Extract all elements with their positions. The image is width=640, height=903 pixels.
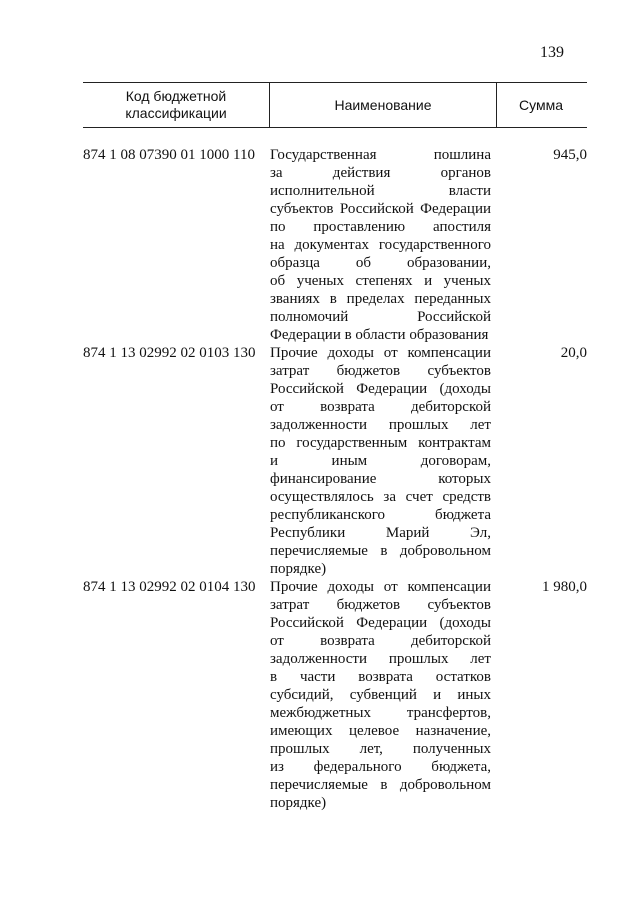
name-line: полномочий Российской	[270, 309, 491, 325]
name-line: по проставлению апостиля	[270, 219, 491, 235]
budget-code: 874 1 13 02992 02 0103 130	[83, 345, 256, 361]
name-line: званиях в пределах переданных	[270, 291, 491, 307]
name-line: Республики Марий Эл,	[270, 525, 491, 541]
name-line: имеющих целевое назначение,	[270, 723, 491, 739]
name-line: в части возврата остатков	[270, 669, 491, 685]
row-name	[270, 578, 491, 812]
page-number: 139	[540, 44, 564, 61]
header-code-column	[83, 83, 269, 127]
name-line: и иным договорам,	[270, 453, 491, 469]
budget-code: 874 1 08 07390 01 1000 110	[83, 147, 255, 163]
row-sum: 1 980,0	[542, 579, 587, 595]
name-line: Государственная пошлина	[270, 147, 491, 163]
name-line: по государственным контрактам	[270, 435, 491, 451]
header-code-line1: Код бюджетной	[125, 88, 227, 104]
name-line: образца об образовании,	[270, 255, 491, 271]
header-code-line2: классификации	[125, 105, 227, 121]
name-line: республиканского бюджета	[270, 507, 491, 523]
name-line: Российской Федерации (доходы	[270, 381, 491, 397]
name-line: из федерального бюджета,	[270, 759, 491, 775]
table-header	[83, 82, 587, 128]
name-line: субсидий, субвенций и иных	[270, 687, 491, 703]
name-line: субъектов Российской Федерации	[270, 201, 491, 217]
name-line: от возврата дебиторской	[270, 399, 491, 415]
budget-code: 874 1 13 02992 02 0104 130	[83, 579, 256, 595]
name-line: перечисляемые в добровольном	[270, 543, 491, 559]
name-line: порядке)	[270, 561, 327, 577]
name-line: за действия органов	[270, 165, 491, 181]
name-line: осуществлялось за счет средств	[270, 489, 491, 505]
name-line: перечисляемые в добровольном	[270, 777, 491, 793]
name-line: Прочие доходы от компенсации	[270, 345, 491, 361]
name-line: от возврата дебиторской	[270, 633, 491, 649]
name-line: задолженности прошлых лет	[270, 417, 491, 433]
name-line: порядке)	[270, 795, 327, 811]
name-line: задолженности прошлых лет	[270, 651, 491, 667]
row-sum: 20,0	[560, 345, 587, 361]
name-line: Прочие доходы от компенсации	[270, 579, 491, 595]
name-line: Федерации в области образования	[270, 327, 489, 343]
name-line: межбюджетных трансфертов,	[270, 705, 491, 721]
name-line: исполнительной власти	[270, 183, 491, 199]
name-line: Российской Федерации (доходы	[270, 615, 491, 631]
row-name	[270, 344, 491, 578]
row-sum: 945,0	[553, 147, 587, 163]
header-sum-column: Сумма	[519, 96, 563, 113]
name-line: на документах государственного	[270, 237, 491, 253]
name-line: об ученых степенях и ученых	[270, 273, 491, 289]
row-name	[270, 146, 491, 344]
name-line: прошлых лет, полученных	[270, 741, 491, 757]
name-line: финансирование которых	[270, 471, 491, 487]
name-line: затрат бюджетов субъектов	[270, 363, 491, 379]
name-line: затрат бюджетов субъектов	[270, 597, 491, 613]
header-name-column: Наименование	[269, 83, 497, 127]
